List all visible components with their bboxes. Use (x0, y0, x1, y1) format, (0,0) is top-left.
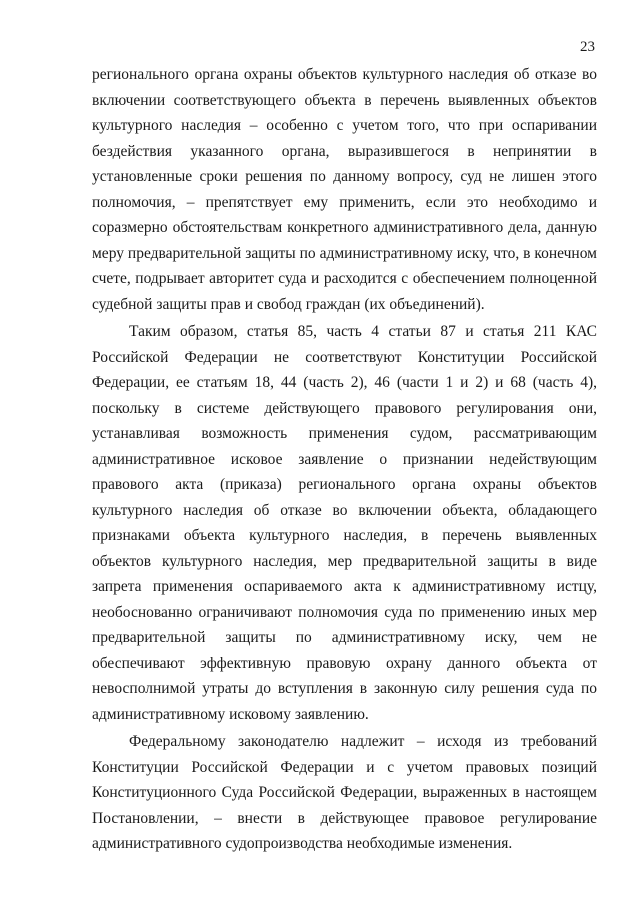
paragraph-continuation: регионального органа охраны объектов культурного наследия об отказе во включении соответствующего объекта в перечень выявленных объектов культурного наследия – особенно с учетом того, что при оспаривании бездействия указанного органа, выразившегося в непринятии в установленные сроки решения по данному вопросу, суд не лишен этого полномочия, – препятствует ему применить, если это необходимо и соразмерно обстоятельствам конкретного административного дела, данную меру предварительной защиты по административному иску, что, в конечном счете, подрывает авторитет суда и расходится с обеспечением полноценной судебной защиты прав и свобод граждан (их объединений). (92, 66, 597, 313)
document-body (92, 62, 597, 857)
paragraph-legislator-directive: Федеральному законодателю надлежит – исходя из требований Конституции Российской Федерации и с учетом правовых позиций Конституционного Суда Российской Федерации, выраженных в настоящем Постановлении, – внести в действующее правовое регулирование административного судопроизводства необходимые изменения. (92, 733, 597, 852)
page-number: 23 (580, 39, 595, 55)
paragraph-conclusion: Таким образом, статья 85, часть 4 статьи 87 и статья 211 КАС Российской Федерации не соответствуют Конституции Российской Федерации, ее статьям 18, 44 (часть 2), 46 (части 1 и 2) и 68 (часть 4), поскольку в системе действующего правового регулирования они, устанавливая возможность применения судом, рассматривающим административное исковое заявление о признании недействующим правового акта (приказа) регионального органа охраны объектов культурного наследия об отказе во включении объекта, обладающего признаками объекта культурного наследия, в перечень выявленных объектов культурного наследия, мер предварительной защиты в виде запрета применения оспариваемого акта к административному истцу, необоснованно ограничивают полномочия суда по применению иных мер предварительной защиты по административному иску, чем не обеспечивают эффективную правовую охрану данного объекта от невосполнимой утраты до вступления в законную силу решения суда по административному исковому заявлению. (92, 323, 597, 723)
